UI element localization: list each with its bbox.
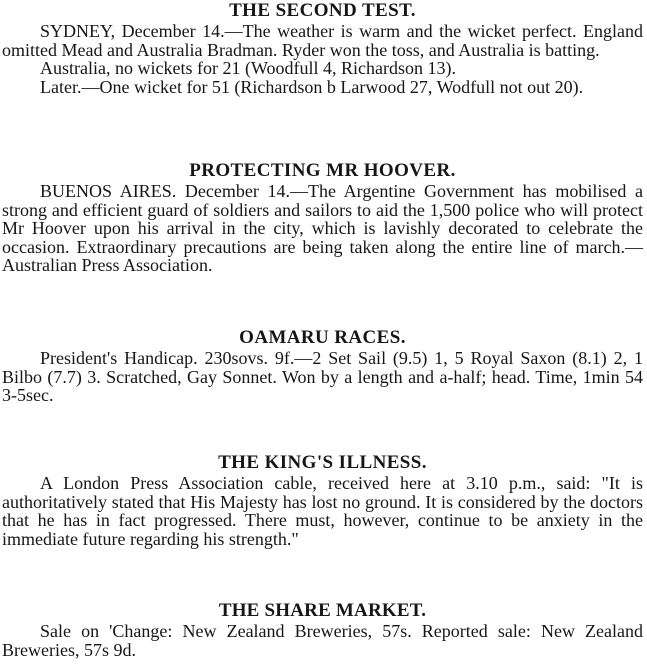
article-heading: PROTECTING MR HOOVER. <box>189 160 456 181</box>
article-paragraph: Later.—One wicket for 51 (Richardson b Larwood 27, Wodfull not out 20). <box>40 76 584 97</box>
article-kings-illness <box>2 452 643 548</box>
article-heading: OAMARU RACES. <box>239 327 406 348</box>
article-heading: THE SHARE MARKET. <box>218 600 427 621</box>
article-heading: THE KING'S ILLNESS. <box>218 452 427 473</box>
article-paragraph: BUENOS AIRES. December 14.—The Argentine Government has mobilised a strong and efficient guard of soldiers and sailors to aid the 1,500 police who will protect Mr Hoover upon his arrival in the city, which is lavishly decorated to celebrate the occasion. Extraordinary precautions are being taken along the entire line of march.—Australian Press Association. <box>2 181 643 276</box>
article-paragraph: SYDNEY, December 14.—The weather is warm and the wicket perfect. England omitted Mead and Australia Bradman. Ryder won the toss, and Australia is batting. <box>2 21 643 60</box>
article-share-market <box>2 600 643 659</box>
article-paragraph: President's Handicap. 230sovs. 9f.—2 Set Sail (9.5) 1, 5 Royal Saxon (8.1) 2, 1 Bilbo (7.7) 3. Scratched, Gay Sonnet. Won by a length and a-half; head. Time, 1min 54 3-5sec. <box>2 348 643 406</box>
article-paragraph: A London Press Association cable, received here at 3.10 p.m., said: "It is authoritatively stated that His Majesty has lost no ground. It is considered by the doctors that he has in fact progressed. There must, however, continue to be anxiety in the immediate future regarding his strength." <box>2 473 643 549</box>
article-paragraph: Australia, no wickets for 21 (Woodfull 4, Richardson 13). <box>40 58 456 79</box>
article-oamaru-races <box>2 327 643 405</box>
article-protecting-hoover <box>2 160 643 275</box>
article-heading: THE SECOND TEST. <box>229 0 416 21</box>
article-paragraph: Sale on 'Change: New Zealand Breweries, 57s. Reported sale: New Zealand Breweries, 57s 9d. <box>2 621 643 660</box>
article-second-test <box>2 0 643 96</box>
